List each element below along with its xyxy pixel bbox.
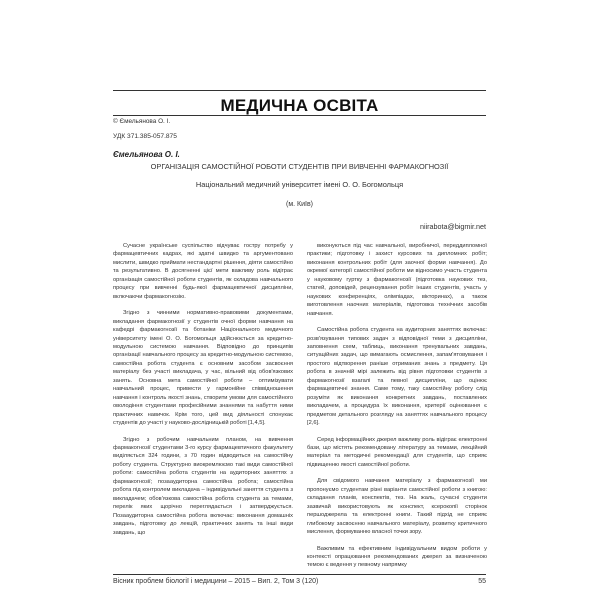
header-rule-bottom xyxy=(113,115,486,116)
header-rule xyxy=(113,90,486,91)
body-paragraph: Сучасне українське суспільство відчуває гостру потребу у фармацевтичних кадрах, які здатні швидко та аргументовано мислити, швидко приймати нестандартні рішення, діяти самостійно та результативно. В досягненні цієї мети важливу роль відіграє організація самостійної роботи студентів, як складова навчального процесу при вивченні будь-якої фармацевтичної дисципліни, включаючи фармакогнозію. xyxy=(113,243,293,300)
body-paragraph: Згідно з робочим навчальним планом, на вивчення фармакогнозії студентами 3-го курсу фармацевтичного факультету виділяється 324 години, з 70 годин відводиться на самостійну роботу студента. Структурно виокремлюємо такі види самостійної роботи: самостійна робота студентів на аудиторних заняттях з фармакогнозії; позааудиторна самостійна робота; самостійна робота під контролем викладача – індивідуальні заняття студента з викладачем; обов'язкова самостійна робота студента за темами, перелік яких щорічно переглядається і затверджується. Позааудиторна самостійна робота включає: виконання домашніх завдань, підготовку до лекцій, практичних занять та інші види завдань, що xyxy=(113,436,293,536)
author-email[interactable]: niirabota@bigmir.net xyxy=(419,222,486,231)
body-paragraph: Самостійна робота студента на аудиторних заняттях включає: розв'язування типових задач з відповідної теми з дисципліни, заповнення схем, таблиць, виконання тренувальних завдань, ситуаційних задач, що вимагають осмислення, запам'ятовування і простого відтворення раніше отриманих знань з предмету. Ця робота в значній мірі залежить від рівня підготовки студентів з фармакогнозії взагалі та певної дисципліни, що оцінює фармацевтичні знання. Саме тому, таку самостійну роботу слід розуміти як виконання конкретних завдань, поставлених викладачем, а процедура їх виконання, критерії оцінювання є предметом детального розгляду на заняттях навчального процесу [2,6]. xyxy=(307,327,487,427)
right-column xyxy=(307,242,487,578)
udk-code: УДК 371.385-057.875 xyxy=(113,133,177,140)
journal-citation: Вісник проблем біології і медицини – 2015 – Вип. 2, Том 3 (120) xyxy=(113,578,319,585)
article-title: ОРГАНІЗАЦІЯ САМОСТІЙНОЇ РОБОТИ СТУДЕНТІВ ПРИ ВИВЧЕННІ ФАРМАКОГНОЗІЇ xyxy=(150,162,449,171)
body-paragraph: Згідно з чинними нормативно-правовими документами, викладання фармакогнозії у студентів очної форми навчання на кафедрі фармакогнозії та ботаніки Національного медичного університету імені О. О. Богомольця здійснюється за кредитно-модульною системою навчання. Відповідно до принципів організації навчального процесу за кредитно-модульною системою, самостійна робота студента є основним засобом засвоєння матеріалу без участі викладача, у час, вільний від обов'язкових занять. Основна мета самостійної роботи – оптимізувати навчальний процес, привести у гармонійне співвідношення навчання і контроль якості знань, створити умови для самостійного оволодіння студентами професійними знаннями та набуття ними практичних навичок. Крім того, цей вид діяльності спонукає студентів до участі у науково-дослідницькій роботі [1,4,5]. xyxy=(113,310,293,427)
author-name: Ємельянова О. І. xyxy=(113,150,180,159)
city: (м. Київ) xyxy=(285,201,313,208)
left-column xyxy=(113,242,293,545)
copyright-line: © Ємельянова О. І. xyxy=(113,118,171,125)
section-title: МЕДИЧНА ОСВІТА xyxy=(220,96,379,115)
footer-rule xyxy=(113,574,486,575)
affiliation: Національний медичний університет імені О. О. Богомольця xyxy=(195,180,404,189)
page-number: 55 xyxy=(478,578,486,585)
body-paragraph: Важливим та ефективним індивідуальним видом роботи у контексті опрацювання рекомендованих джерел за визначеною темою є ведення у певному напрямку xyxy=(307,545,487,569)
body-paragraph: Серед інформаційних джерел важливу роль відіграє електронні бази, що містять рекомендовану літературу за темами, лекційний матеріал та методичні рекомендації для студентів, що сприяє підвищенню якості самостійної роботи. xyxy=(307,436,487,468)
body-paragraph: виконуються під час навчальної, виробничої, переддипломної практики; підготовку і захист курсових та дипломних робіт; виконання контрольних робіт (для заочної форми навчання). До окремої категорії самостійної роботи ми відносимо участь студента у науковому гуртку з фармакогнозії (підготовка наукових тез, статей, доповідей, рецензування робіт інших студентів, участь у наукових конференціях, олімпіадах, вікторинах), а також виготовлення наочних матеріалів, підготовка технічних засобів навчання. xyxy=(307,243,487,317)
body-paragraph: Для свідомого навчання матеріалу з фармакогнозії ми пропонуємо студентам різні варіанти самостійної роботи з книгою: складання планів, конспектів, тез. На жаль, сучасні студенти зазвичай використовують як конспект, ксерокопії сторінок першоджерела та електронні книги. Такий підхід не сприяє глибокому засвоєнню навчального матеріалу, розвитку критичного мислення, формуванню власної точки зору. xyxy=(307,478,487,536)
